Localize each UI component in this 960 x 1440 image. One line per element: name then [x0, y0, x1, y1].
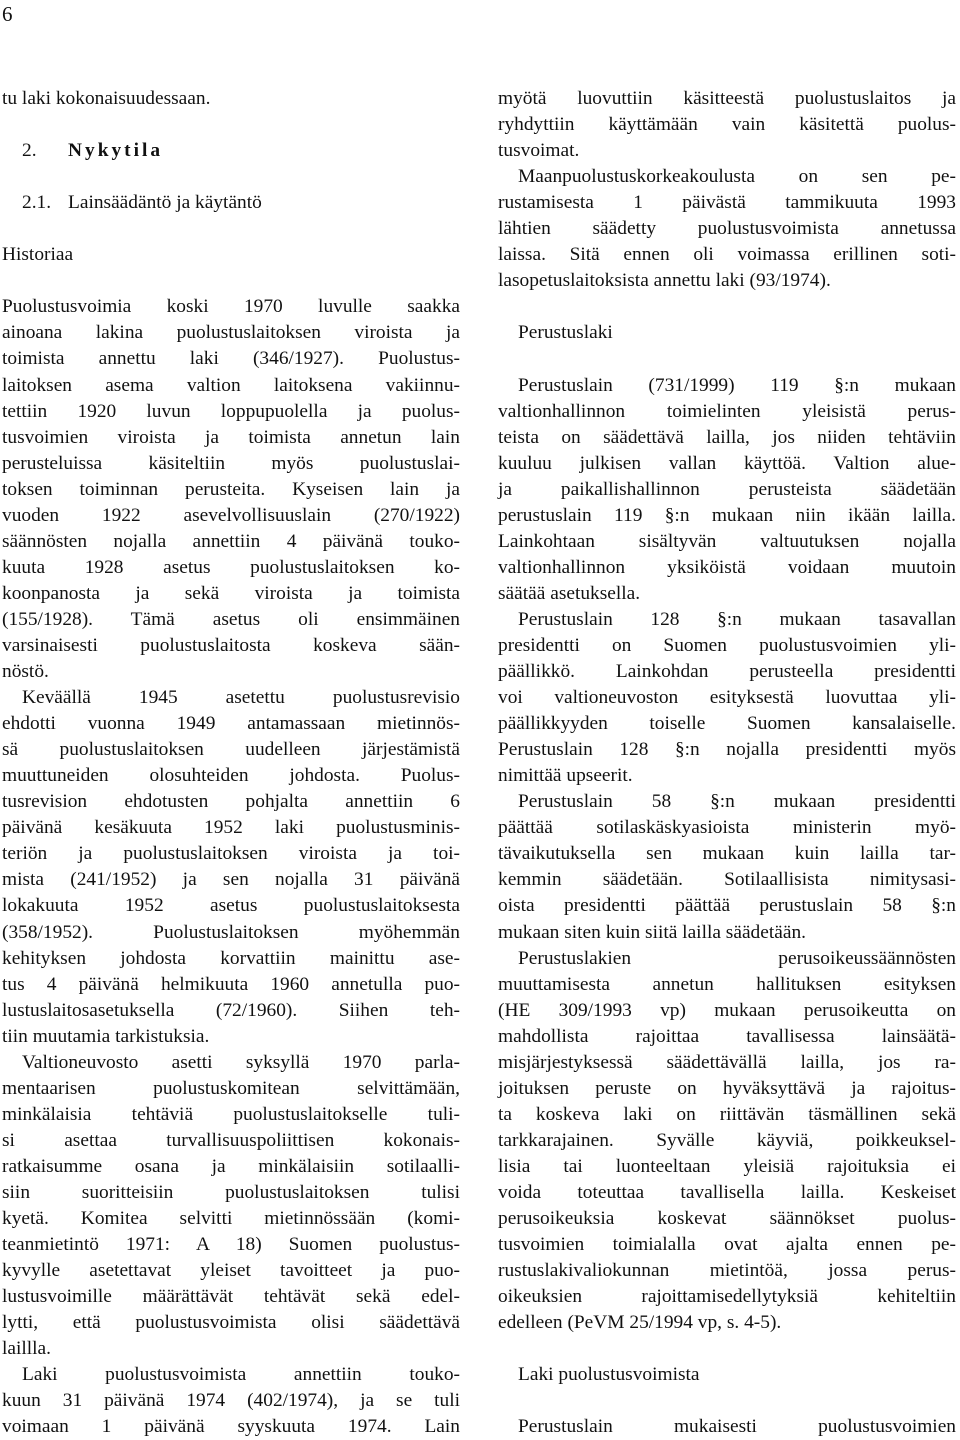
text-line: (358/1952). Puolustuslaitoksen myöhemmän: [2, 921, 460, 943]
subsection-heading: [2, 190, 460, 216]
text-line: lasopetuslaitoksista annettu laki (93/1974).: [498, 270, 831, 292]
text-line: Perustuslain 58 §:n mukaan presidentti: [518, 791, 956, 813]
right-paragraph-1: [498, 86, 956, 164]
text-line: siin suoritteisiin puolustuslaitoksen tulisi: [2, 1181, 460, 1203]
section-heading: [2, 138, 460, 164]
right-paragraph-6: [498, 946, 956, 1337]
text-line: valtionhallinnon yksiköistä voidaan muutoin: [498, 556, 956, 578]
left-paragraph-4: [2, 1362, 460, 1440]
text-line: kuun 31 päivänä 1974 (402/1974), ja se tuli: [2, 1390, 460, 1412]
text-line: ehdotti vuonna 1949 antamassaan mietinnös-: [2, 713, 460, 735]
text-line: Perustuslain (731/1999) 119 §:n mukaan: [518, 374, 956, 396]
right-paragraph-4: [498, 607, 956, 789]
text-line: (155/1928). Tämä asetus oli ensimmäinen: [2, 608, 460, 630]
text-line: mista (241/1952) ja sen nojalla 31 päivänä: [2, 869, 460, 891]
text-line: kemmin säädetään. Sotilaallisista nimitysasi-: [498, 869, 956, 891]
text-line: voida toteuttaa tavallisella lailla. Keskeiset: [498, 1181, 956, 1203]
text-line: ta koskeva laki on riittävän täsmällinen sekä: [498, 1103, 956, 1125]
text-line: edelleen (PeVM 25/1994 vp, s. 4-5).: [498, 1312, 782, 1334]
text-line: toimista annettu laki (346/1927). Puolustus-: [2, 348, 460, 370]
right-paragraph-2: [498, 164, 956, 294]
text-line: Keväällä 1945 asetettu puolustusrevisio: [22, 687, 460, 709]
left-paragraph-1: [2, 294, 460, 685]
text-line: nöstö.: [2, 661, 49, 683]
text-line: voimaan 1 päivänä syyskuuta 1974. Lain: [2, 1416, 460, 1438]
left-paragraph-3: [2, 1050, 460, 1363]
text-line: lytti, että puolustusvoimista olisi säädettävä: [2, 1312, 460, 1334]
text-line: nimittää upseerit.: [498, 765, 633, 787]
text-line: kehityksen johdosta korvattiin mainittu ase-: [2, 947, 460, 969]
text-line: tävaikutuksella sen mukaan kuin lailla tar-: [498, 843, 956, 865]
text-line: voi valtioneuvoston esityksestä luovuttaa yli-: [498, 687, 956, 709]
text-line: päivänä kesäkuuta 1952 laki puolustusminis-: [2, 817, 460, 839]
text-line: Maanpuolustuskorkeakoulusta on sen pe-: [518, 166, 956, 188]
text-line: päällikkyyden toiselle Suomen kansalaiselle.: [498, 713, 956, 735]
text-line: Puolustusvoimia koski 1970 luvulle saakka: [2, 296, 460, 318]
text-line: lisia tai luonteeltaan yleisiä rajoituksia ei: [498, 1155, 956, 1177]
text-line: si asettaa turvallisuuspoliittisen kokonais-: [2, 1129, 460, 1151]
text-line: tettiin 1920 luvun loppupuolella ja puolus-: [2, 400, 460, 422]
text-line: minkälaisia tehtäviä puolustuslaitokselle tuli-: [2, 1103, 460, 1125]
text-line: ryhdyttiin käyttämään vain käsitettä puolus-: [498, 114, 956, 136]
text-line: teanmietintö 1971: A 18) Suomen puolustus-: [2, 1234, 460, 1256]
text-line: teista on säädettävä lailla, jos niiden tehtäviin: [498, 426, 956, 448]
text-line: koonpanosta ja sekä viroista ja toimista: [2, 582, 460, 604]
text-line: kyetä. Komitea selvitti mietinnössään (komi-: [2, 1208, 460, 1230]
text-line: perustuslain 119 §:n mukaan niin ikään lailla.: [498, 504, 956, 526]
text-line: lustuslaitosasetuksella (72/1960). Siihen teh-: [2, 999, 460, 1021]
text-line: päättää sotilaskäskyasioista ministerin myö-: [498, 817, 956, 839]
text-line: mentaarisen puolustuskomitean selvittämään,: [2, 1077, 460, 1099]
text-line: teriön ja puolustuslaitoksen viroista ja toi-: [2, 843, 460, 865]
text-line: mahdollista rajoittaa tavallisessa lainsäätä-: [498, 1025, 956, 1047]
text-line: Perustuslain 128 §:n nojalla presidentti myös: [498, 739, 956, 761]
text-line: ainoana lakina puolustuslaitoksen viroista ja: [2, 322, 460, 344]
text-line: lokakuuta 1952 asetus puolustuslaitoksesta: [2, 895, 460, 917]
text-line: Lainkohtaan sisältyvän valtuutuksen nojalla: [498, 530, 956, 552]
text-line: lustusvoimille määrättävät tehtävät sekä edel-: [2, 1286, 460, 1308]
right-paragraph-3: [498, 373, 956, 607]
text-line: säätää asetuksella.: [498, 582, 641, 604]
text-line: laissa. Sitä ennen oli voimassa erillinen soti-: [498, 244, 956, 266]
text-line: kuuluu julkisen vallan käyttöä. Valtion alue-: [498, 452, 956, 474]
heading-laki-puolustusvoimista: Laki puolustusvoimista: [518, 1364, 700, 1386]
section-number: 2.: [22, 140, 37, 162]
intro-line: tu laki kokonaisuudessaan.: [2, 88, 211, 109]
text-line: toksen toiminnan perusteita. Kyseisen lain ja: [2, 478, 460, 500]
text-line: kyvylle asetettavat yleiset tavoitteet ja puo-: [2, 1260, 460, 1282]
text-line: kuuta 1928 asetus puolustuslaitoksen ko-: [2, 556, 460, 578]
text-line: oikeuksien rajoittamisedellytyksiä kehiteltiin: [498, 1286, 956, 1308]
subsection-number: 2.1.: [22, 192, 52, 214]
text-line: päällikkö. Lainkohdan perusteella presidentti: [498, 661, 956, 683]
text-line: tusvoimat.: [498, 140, 580, 162]
text-line: laitoksen asema valtion laitoksena vakiinnu-: [2, 374, 460, 396]
text-line: tiin muutamia tarkistuksia.: [2, 1025, 210, 1047]
text-line: muuttuneiden olosuhteiden johdosta. Puolus-: [2, 765, 460, 787]
left-column: [2, 86, 460, 1440]
text-line: tarkkarajainen. Syvälle käyviä, poikkeuksel-: [498, 1129, 956, 1151]
heading-perustuslaki: Perustuslaki: [518, 322, 613, 344]
text-line: (HE 309/1993 vp) mukaan perusoikeutta on: [498, 999, 956, 1021]
text-line: tus 4 päivänä helmikuuta 1960 annetulla puo-: [2, 973, 460, 995]
text-line: Valtioneuvosto asetti syksyllä 1970 parla-: [22, 1051, 460, 1073]
right-column: [498, 86, 956, 1440]
text-line: varsinaisesti puolustuslaitosta koskeva sään-: [2, 634, 460, 656]
text-line: valtionhallinnon toimielinten yleisistä perus-: [498, 400, 956, 422]
text-line: perusoikeuksia koskevat säännökset puolus-: [498, 1208, 956, 1230]
text-line: muuttamisesta annetun hallituksen esityksen: [498, 973, 956, 995]
text-line: rustamisesta 1 päivästä tammikuuta 1993: [498, 192, 956, 214]
text-line: perusteluissa käsiteltiin myös puolustuslai-: [2, 452, 460, 474]
text-line: Perustuslain 128 §:n mukaan tasavallan: [518, 608, 956, 630]
text-line: vuoden 1922 asevelvollisuuslain (270/1922): [2, 504, 460, 526]
text-line: misjärjestyksessä säädettävällä lailla, jos ra-: [498, 1051, 956, 1073]
page-number: 6: [2, 2, 13, 26]
text-line: tusrevision ehdotusten pohjalta annettiin 6: [2, 791, 460, 813]
text-line: Perustuslakien perusoikeussäännösten: [518, 947, 956, 969]
text-line: rustuslakivaliokunnan mietintöä, jossa perus-: [498, 1260, 956, 1282]
sub-heading-historiaa: Historiaa: [2, 244, 74, 266]
text-line: presidentti on Suomen puolustusvoimien yli-: [498, 634, 956, 656]
text-line: lähtien säädetty puolustusvoimista annetussa: [498, 218, 956, 240]
text-line: Laki puolustusvoimista annettiin touko-: [22, 1364, 460, 1386]
text-line: oista presidentti päättää perustuslain 58 §:n: [498, 895, 956, 917]
right-paragraph-5: [498, 789, 956, 945]
text-line: tusvoimien viroista ja toimista annetun lain: [2, 426, 460, 448]
section-title: Nykytila: [68, 140, 164, 162]
text-line: ja paikallishallinnon perusteista säädetään: [498, 478, 956, 500]
text-line: joituksen peruste on hyväksyttävä ja rajoitus-: [498, 1077, 956, 1099]
text-line: ratkaisumme osana ja minkälaisiin sotilaalli-: [2, 1155, 460, 1177]
text-line: sä puolustuslaitoksen uudelleen järjestämistä: [2, 739, 460, 761]
right-paragraph-7-line: Perustuslain mukaisesti puolustusvoimien: [518, 1416, 956, 1438]
text-line: myötä luovuttiin käsitteestä puolustuslaitos ja: [498, 88, 956, 109]
left-paragraph-2: [2, 685, 460, 1050]
text-line: säännösten nojalla annettiin 4 päivänä touko-: [2, 530, 460, 552]
text-line: laillla.: [2, 1338, 51, 1360]
text-line: tusvoimien toimialalla ovat ajalta ennen pe-: [498, 1234, 956, 1256]
subsection-title: Lainsäädäntö ja käytäntö: [68, 192, 262, 214]
text-line: mukaan siten kuin siitä lailla säädetään.: [498, 921, 806, 943]
